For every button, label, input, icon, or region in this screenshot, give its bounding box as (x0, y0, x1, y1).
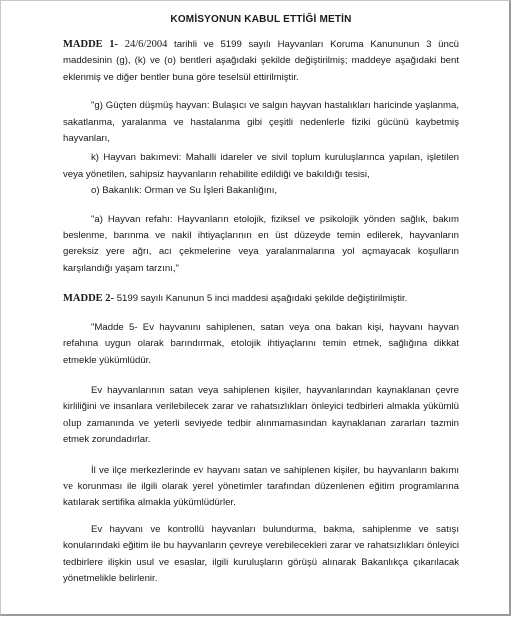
madde-1-label: MADDE 1- (63, 39, 119, 50)
document-body (63, 13, 459, 587)
madde-5-paragraph-1: "Madde 5- Ev hayvanını sahiplenen, satan veya ona bakan kişi, hayvanı hayvan refahına uygun olarak barındırmak, etolojik ihtiyaçlarını temin etmek, sağlığına dikkat etmekle yükümlüdür. (63, 321, 459, 366)
madde-5-p3-text-c: korunması ile ilgili olarak yerel yönetimler tarafından düzenlenen eğitim programlarına katılarak sertifika almakla yükümlüdürler. (63, 480, 459, 509)
bent-a-paragraph: "a) Hayvan refahı: Hayvanların etolojik, fiziksel ve psikolojik yönden sağlık, bakım beslenme, barınma ve nakil ihtiyaçlarının en üst düzeyde temin edilerek, hayvanların gereksiz yere ağrı, acı çekmelerine veya yaralanmalarına yol açmayacak koşulların karşılandığı yaşam tarzını," (63, 213, 459, 274)
page-title: KOMİSYONUN KABUL ETTİĞİ METİN (170, 14, 352, 25)
madde-5-paragraph-3 (63, 463, 459, 512)
bent-o-paragraph: o) Bakanlık: Orman ve Su İşleri Bakanlığını, (91, 185, 278, 197)
madde-5-paragraph-2 (63, 383, 459, 449)
bent-k-paragraph: k) Hayvan bakımevi: Mahalli idareler ve sivil toplum kuruluşlarınca yapılan, işletilen veya yönetilen, sahipsiz hayvanların rehabilite edildiği ve bakıldığı tesisi, (63, 152, 459, 180)
madde-5-p2-word-olup: olup (63, 417, 82, 429)
madde-5-p3-text-b: hayvanı satan ve sahiplenen kişiler, bu hayvanların bakımı (206, 464, 459, 476)
madde-5-p3-word-ve: ve (63, 480, 73, 492)
madde-1-text: tarihli ve 5199 sayılı Hayvanları Koruma Kanununun 3 üncü maddesinin (g), (k) ve (o) bentleri aşağıdaki şekilde değiştirilmiş; maddeye aşağıdaki bent eklenmiş ve diğer bentler buna göre teselsül ettirilmiştir. (63, 39, 459, 83)
madde-1-paragraph (63, 37, 459, 86)
madde-5-p3-text-a: İl ve ilçe merkezlerinde (91, 464, 191, 476)
bent-g-paragraph: "g) Güçten düşmüş hayvan: Bulaşıcı ve salgın hayvan hastalıkları haricinde yaşlanma, sakatlanma, yaralanma ve hastalanma gibi çeşitli nedenlerle fiziki gücünü kaybetmiş hayvanları, (63, 100, 459, 145)
madde-2-label: MADDE 2- (63, 293, 115, 305)
madde-5-p2-text-a: Ev hayvanlarının satan veya sahiplenen kişiler, hayvanlarından kaynaklanan çevre kirliliğini ve insanlara verilebilecek zarar ve rahatsızlıkları önleyici tedbirleri almakla yükümlü (63, 384, 459, 413)
madde-2-paragraph (63, 291, 459, 307)
madde-1-date: 24/6/2004 (124, 39, 168, 50)
madde-5-paragraph-4: Ev hayvanı ve kontrollü hayvanları bulundurma, bakma, sahiplenme ve satışı konularındaki eğitim ile bu hayvanların çevreye verebilecekleri zarar ve rahatsızlıkları önleyici tedbirlere ilişkin usul ve esaslar, ilgili kuruluşların görüşü alınarak Bakanlıkça çıkarılacak yönetmelikle belirlenir. (63, 523, 459, 584)
madde-2-text: 5199 sayılı Kanunun 5 inci maddesi aşağıdaki şekilde değiştirilmiştir. (116, 293, 408, 305)
madde-5-p3-word-ev: ev (193, 464, 204, 476)
madde-5-p2-text-b: zamanında ve yeterli seviyede tedbir alınmamasından kaynaklanan zararları tazmin etmek zorundadırlar. (63, 417, 460, 446)
